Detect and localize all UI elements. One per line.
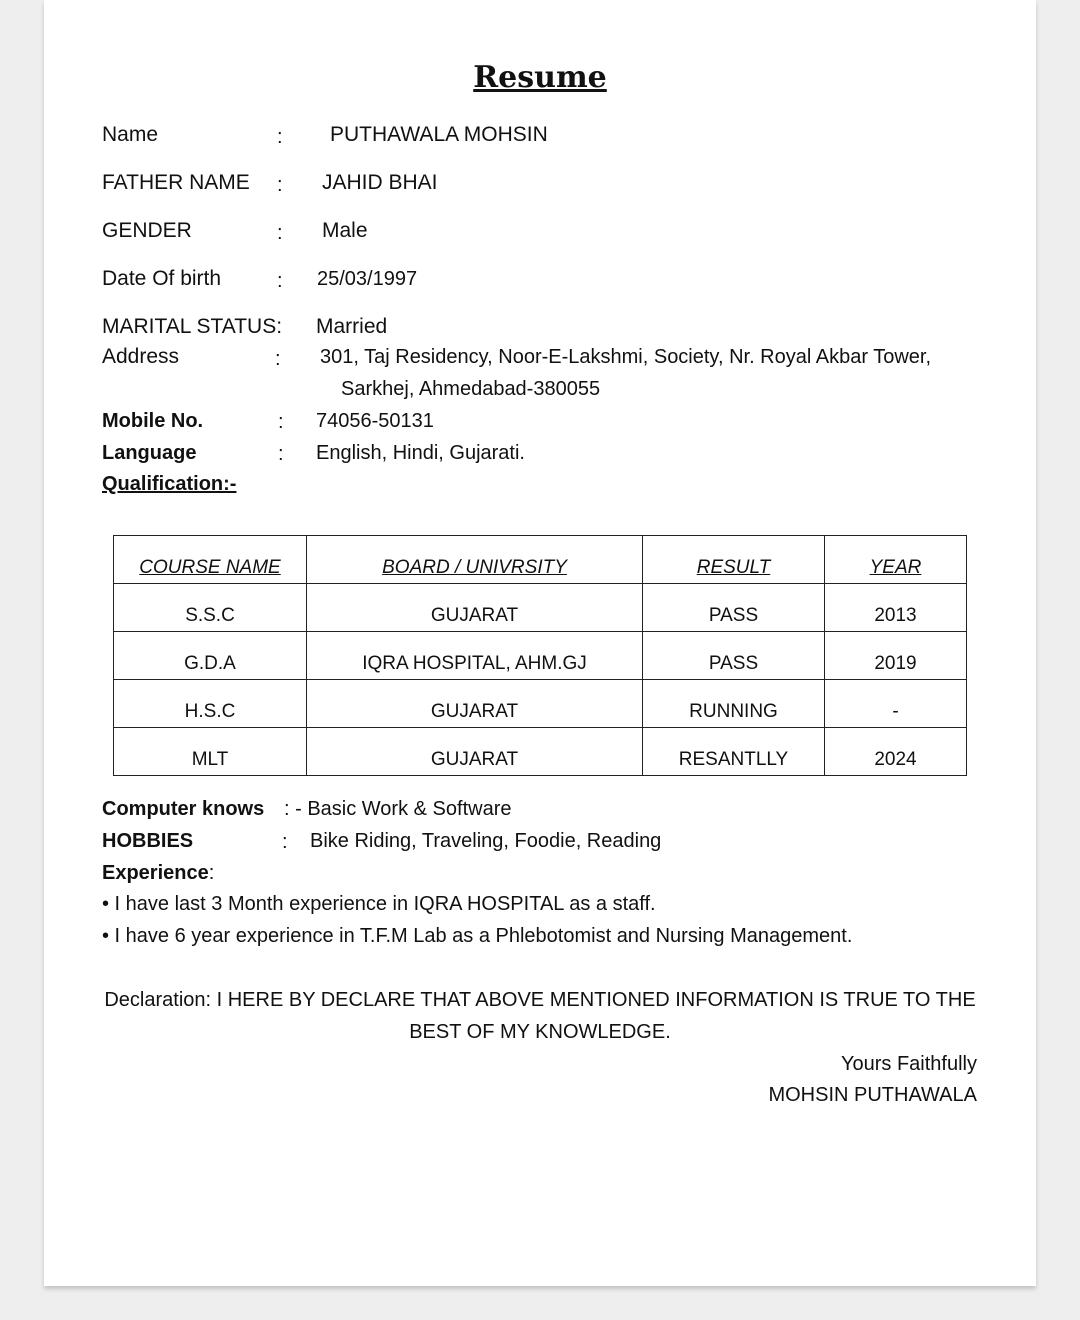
table-cell: RESANTLLY xyxy=(643,728,825,776)
table-header-row xyxy=(114,536,967,584)
mobile-label: Mobile No. xyxy=(102,410,204,432)
name-label: Name xyxy=(102,123,159,146)
address-label: Address xyxy=(102,345,180,368)
declaration-line-1: Declaration: I HERE BY DECLARE THAT ABOVE MENTIONED INFORMATION IS TRUE TO THE xyxy=(104,989,976,1011)
dob-label: Date Of birth xyxy=(102,267,222,290)
separator: : xyxy=(277,222,283,244)
hobbies-value: Bike Riding, Traveling, Foodie, Reading xyxy=(310,830,662,852)
mobile-value: 74056-50131 xyxy=(316,410,434,432)
address-line-1: 301, Taj Residency, Noor-E-Lakshmi, Society, Nr. Royal Akbar Tower, xyxy=(320,346,932,368)
page-title: Resume xyxy=(473,60,607,95)
table-cell: GUJARAT xyxy=(307,680,643,728)
address-line-2: Sarkhej, Ahmedabad-380055 xyxy=(341,378,601,400)
experience-item: • I have last 3 Month experience in IQRA HOSPITAL as a staff. xyxy=(102,893,656,915)
marital-status-label: MARITAL STATUS: xyxy=(102,315,283,338)
qualification-heading: Qualification:- xyxy=(102,473,237,495)
table-cell: GUJARAT xyxy=(307,584,643,632)
table-cell: IQRA HOSPITAL, AHM.GJ xyxy=(307,632,643,680)
separator: : xyxy=(275,348,281,370)
experience-label: Experience xyxy=(102,862,209,884)
closing: Yours Faithfully xyxy=(841,1053,977,1075)
language-value: English, Hindi, Gujarati. xyxy=(316,442,525,464)
table-row xyxy=(114,632,967,680)
language-label: Language xyxy=(102,442,197,464)
resume-page xyxy=(44,0,1036,1286)
gender-label: GENDER xyxy=(102,219,192,242)
dob-value: 25/03/1997 xyxy=(317,268,418,290)
table-cell: 2013 xyxy=(825,584,967,632)
column-header-board: BOARD / UNIVRSITY xyxy=(307,536,643,584)
column-header-result: RESULT xyxy=(643,536,825,584)
declaration-line-2: BEST OF MY KNOWLEDGE. xyxy=(409,1021,671,1043)
name-value: PUTHAWALA MOHSIN xyxy=(330,123,548,146)
experience-heading xyxy=(102,862,214,885)
column-header-year: YEAR xyxy=(825,536,967,584)
marital-status-value: Married xyxy=(316,315,388,338)
table-row xyxy=(114,680,967,728)
signature-name: MOHSIN PUTHAWALA xyxy=(768,1084,977,1106)
table-cell: GUJARAT xyxy=(307,728,643,776)
separator: : xyxy=(278,411,284,433)
gender-value: Male xyxy=(322,219,368,242)
table-row xyxy=(114,584,967,632)
table-cell: 2024 xyxy=(825,728,967,776)
father-name-value: JAHID BHAI xyxy=(322,171,438,194)
separator: : xyxy=(277,270,283,292)
table-cell: S.S.C xyxy=(114,584,307,632)
hobbies-label: HOBBIES xyxy=(102,830,194,852)
table-cell: PASS xyxy=(643,632,825,680)
table-cell: MLT xyxy=(114,728,307,776)
qualification-table xyxy=(113,535,967,776)
separator: : xyxy=(278,443,284,465)
computer-knows-label: Computer knows xyxy=(102,798,265,820)
table-cell: RUNNING xyxy=(643,680,825,728)
table-cell: - xyxy=(825,680,967,728)
computer-knows-value: : - Basic Work & Software xyxy=(284,798,512,820)
table-cell: 2019 xyxy=(825,632,967,680)
table-cell: H.S.C xyxy=(114,680,307,728)
column-header-course: COURSE NAME xyxy=(114,536,307,584)
father-name-label: FATHER NAME xyxy=(102,171,250,194)
separator: : xyxy=(277,126,283,148)
table-cell: PASS xyxy=(643,584,825,632)
table-row xyxy=(114,728,967,776)
experience-item: • I have 6 year experience in T.F.M Lab as a Phlebotomist and Nursing Management. xyxy=(102,925,853,947)
separator: : xyxy=(282,831,288,853)
separator: : xyxy=(277,174,283,196)
experience-colon: : xyxy=(208,862,215,884)
table-cell: G.D.A xyxy=(114,632,307,680)
